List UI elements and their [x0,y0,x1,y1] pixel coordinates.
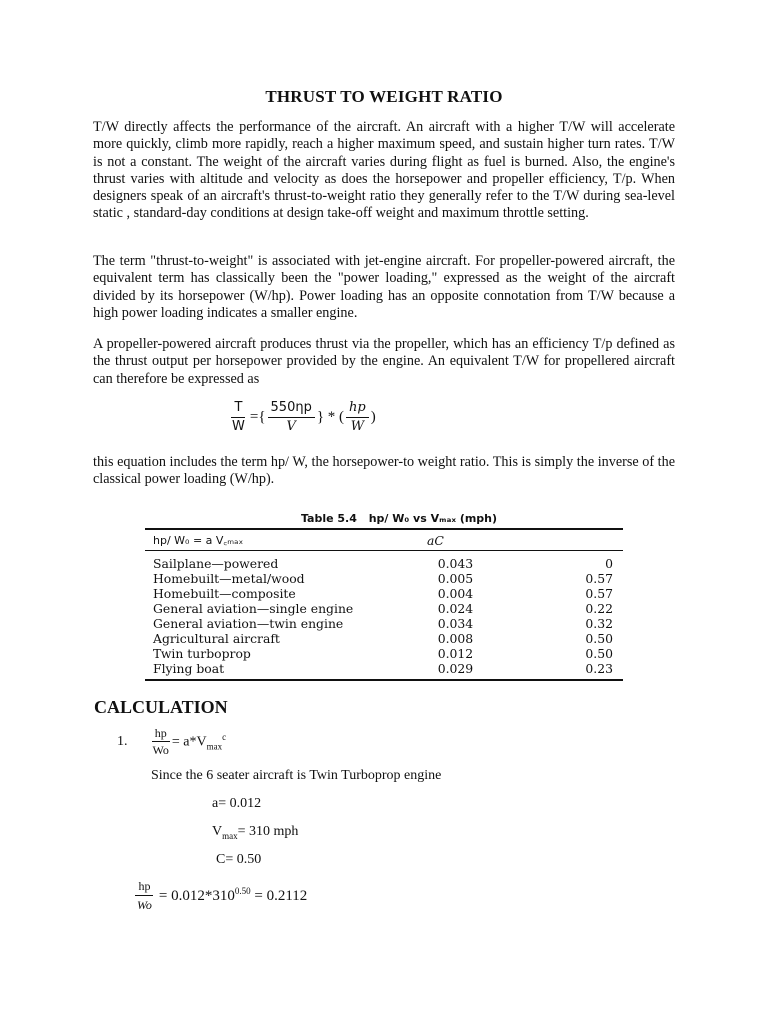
table-body [145,551,623,679]
paragraph-intro: T/W directly affects the performance of the aircraft. An aircraft with a higher T/W will accelerate more quickly, climb more rapidly, reach a higher maximum speed, and sustain higher turn rates. T/W is not a constant. The weight of the aircraft varies during flight as fuel is burned. Also, the engine's thrust varies with altitude and velocity as does the horsepower and propeller efficiency, T/p. When designers speak of an aircraft's thrust-to-weight ratio they generally refer to the T/W during sea-level static , standard-day conditions at design take-off weight and maximum throttle setting. [93,119,675,222]
paragraph-hp-w: this equation includes the term hp/ W, the horsepower-to weight ratio. This is simply the inverse of the classical power loading (W/hp). [93,454,675,488]
table-header-equation: hp/ W₀ = a V꜀ₘₐₓ [153,533,244,547]
aircraft-type: Agricultural aircraft [153,631,280,646]
table-bottom-rule [145,679,623,681]
aircraft-type: General aviation—twin engine [153,616,344,631]
equation-rhs [172,732,226,751]
final-result [134,878,307,913]
table-header-c: C [434,532,444,548]
coefficient-a: 0.005 [437,571,474,586]
table-row [145,631,623,646]
exponent-c: 0.50 [585,646,613,661]
exponent-c: 0 [605,556,613,571]
aircraft-type: Flying boat [153,661,225,676]
c-value: C= 0.50 [216,852,262,867]
paragraph-thrust-to-weight-term: The term "thrust-to-weight" is associated with jet-engine aircraft. For propeller-powered aircraft, the equivalent term has classically been the "power loading," expressed as the weight of the aircraft divided by its horsepower (W/hp). Power loading has an opposite connotation from T/W because a high power loading indicates a smaller engine. [93,253,675,321]
coefficient-a: 0.004 [437,586,474,601]
table-caption-text: hp/ W₀ vs Vₘₐₓ (mph) [368,512,498,525]
final-fraction [134,878,155,913]
final-answer: = 0.2112 [250,888,308,904]
equation-superscript: c [222,731,227,742]
aircraft-type: Sailplane—powered [153,556,279,571]
vmax-value [212,824,298,841]
exponent-c: 0.23 [585,661,613,676]
formula-f1-denominator: V [286,419,296,434]
formula-lhs-denominator: W [232,419,245,434]
final-expression-a: = 0.012*310 [158,888,235,904]
hp-over-wo-fraction [150,726,172,757]
fraction-numerator: hp [152,726,170,742]
coefficient-a: 0.034 [437,616,474,631]
item-number: 1. [117,733,128,749]
aircraft-type: Homebuilt—metal/wood [153,571,305,586]
final-denominator: Wo [137,898,152,912]
calculation-equation-1 [117,726,226,757]
formula-f2-denominator: W [350,419,365,434]
table-5-4 [145,512,623,681]
formula-lhs-numerator: T [231,400,245,418]
equation-subscript: max [206,741,223,752]
exponent-c: 0.32 [585,616,613,631]
table-header-a: a [427,532,435,548]
table-row [145,646,623,661]
formula-multiply: } * ( [316,409,345,425]
calculation-heading: CALCULATION [94,697,228,717]
coefficient-a: 0.024 [437,601,474,616]
formula-fraction-1 [268,400,315,435]
formula-equals-brace: ={ [249,409,266,425]
vmax-symbol: V [212,824,223,839]
final-expression [159,886,307,905]
a-value: a= 0.012 [212,796,262,811]
coefficient-a: 0.012 [437,646,474,661]
formula-fraction-2 [346,400,369,435]
fraction-denominator: Wo [152,743,169,757]
coefficient-a: 0.029 [437,661,474,676]
table-caption-number: Table 5.4 [300,512,357,525]
table-row [145,586,623,601]
formula-f1-numerator: 550ηp [268,400,315,418]
aircraft-type: Homebuilt—composite [153,586,296,601]
formula-f2-numerator: hp [346,400,369,418]
exponent-c: 0.57 [585,586,613,601]
table-row [145,616,623,631]
table-header [145,530,623,550]
table-row [145,661,623,676]
tw-formula [229,400,378,435]
table-row [145,556,623,571]
exponent-c: 0.57 [585,571,613,586]
since-statement: Since the 6 seater aircraft is Twin Turboprop engine [151,768,442,783]
vmax-amount: = 310 mph [237,824,299,839]
aircraft-type: General aviation—single engine [153,601,354,616]
paragraph-propeller: A propeller-powered aircraft produces thrust via the propeller, which has an efficiency T/p defined as the thrust output per horsepower provided by the engine. An equivalent T/W for propellered aircraft can therefore be expressed as [93,336,675,387]
exponent-c: 0.22 [585,601,613,616]
formula-lhs-fraction [229,400,248,435]
aircraft-type: Twin turboprop [153,646,251,661]
table-row [145,571,623,586]
vmax-subscript: max [222,830,238,841]
coefficient-a: 0.043 [437,556,474,571]
table-caption [145,512,623,528]
exponent-c: 0.50 [585,631,613,646]
page-title: THRUST TO WEIGHT RATIO [265,87,503,106]
formula-close-paren: ) [370,409,376,425]
equation-rhs-text: = a*V [171,734,207,750]
final-numerator: hp [135,878,153,896]
table-row [145,601,623,616]
final-exponent: 0.50 [234,886,251,896]
coefficient-a: 0.008 [437,631,474,646]
